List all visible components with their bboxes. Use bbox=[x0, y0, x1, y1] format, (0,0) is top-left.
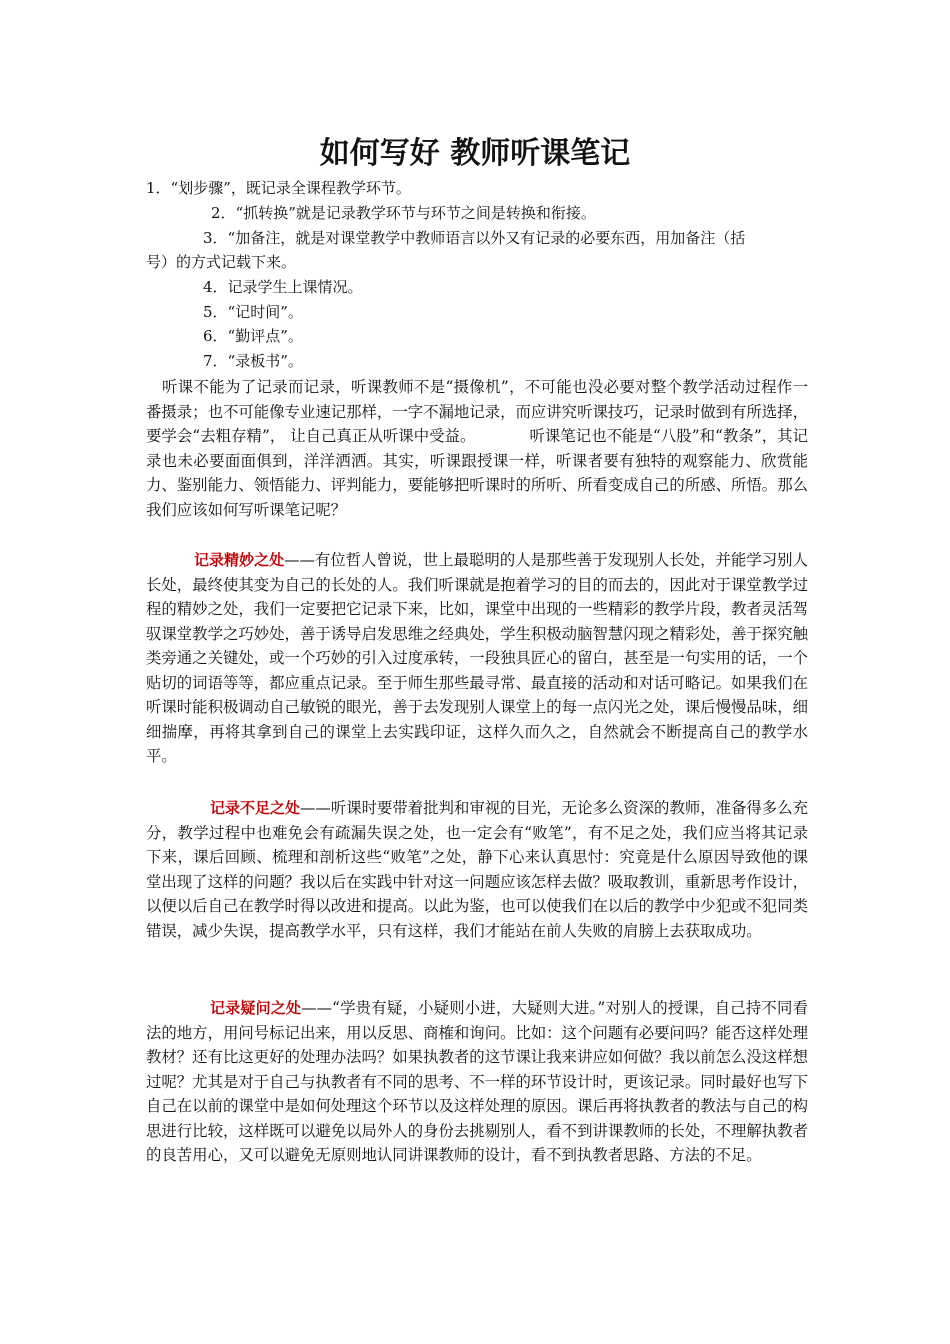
step-4: 4．记录学生上课情况。 bbox=[203, 278, 363, 296]
step-3-cont: 号）的方式记载下来。 bbox=[146, 253, 297, 271]
section-body: ——听课时要带着批判和审视的目光，无论多么资深的教师，准备得多么充分，教学过程中也难免会有疏漏失误之处，也一定会有“败笔”，有不足之处，我们应当将其记录下来，课后回顾、梳理和剖析这些“败笔”之处，静下心来认真思忖：究竟是什么原因导致他的课堂出现了这样的问题？我以后在实践中针对这一问题应该怎样去做？吸取教训，重新思考作设计，以便以后自己在教学时得以改进和提高。以此为鉴，也可以使我们在以后的教学中少犯或不犯同类错误，减少失误，提高教学水平，只有这样，我们才能站在前人失败的肩膀上去获取成功。 bbox=[146, 799, 808, 940]
step-7: 7．“录板书”。 bbox=[203, 352, 303, 370]
step-3: 3．“加备注，就是对课堂教学中教师语言以外又有记录的必要东西，用加备注（括 bbox=[203, 229, 746, 247]
section-heading: 记录不足之处 bbox=[210, 799, 301, 817]
section-questions bbox=[146, 996, 808, 1168]
step-2: 2．“抓转换”就是记录教学环节与环节之间是转换和衔接。 bbox=[211, 204, 596, 222]
step-6: 6．“勤评点”。 bbox=[203, 327, 303, 345]
page-title: 如何写好 教师听课笔记 bbox=[319, 136, 631, 171]
section-heading: 记录精妙之处 bbox=[194, 551, 285, 569]
section-heading: 记录疑问之处 bbox=[210, 999, 302, 1017]
step-5: 5．“记时间”。 bbox=[203, 303, 303, 321]
section-body: ——有位哲人曾说，世上最聪明的人是那些善于发现别人长处，并能学习别人长处，最终使其变为自己的长处的人。我们听课就是抱着学习的目的而去的，因此对于课堂教学过程的精妙之处，我们一定要把它记录下来，比如，课堂中出现的一些精彩的教学片段，教者灵活驾驭课堂教学之巧妙处，善于诱导启发思维之经典处，学生积极动脑智慧闪现之精彩处，善于探究触类旁通之关键处，或一个巧妙的引入过度承转，一段独具匠心的留白，甚至是一句实用的话，一个贴切的词语等等，都应重点记录。至于师生那些最寻常、最直接的活动和对话可略记。如果我们在听课时能积极调动自己敏锐的眼光，善于去发现别人课堂上的每一点闪光之处，课后慢慢品味，细细揣摩，再将其拿到自己的课堂上去实践印证，这样久而久之，自然就会不断提高自己的教学水平。 bbox=[146, 551, 808, 765]
intro-paragraph: 听课不能为了记录而记录，听课教师不是“摄像机”，不可能也没必要对整个教学活动过程作一番摄录；也不可能像专业速记那样，一字不漏地记录，而应讲究听课技巧，记录时做到有所选择，要学会“去粗存精”， 让自己真正从听课中受益。 听课笔记也不能是“八股”和“教条”，其记录也未必要面面俱到，洋洋洒洒。其实，听课跟授课一样，听课者要有独特的观察能力、欣赏能力、鉴别能力、领悟能力、评判能力，要能够把听课时的所听、所看变成自己的所感、所悟。那么我们应该如何写听课笔记呢？ bbox=[146, 378, 808, 519]
step-1: 1．“划步骤”，既记录全课程教学环节。 bbox=[146, 179, 411, 197]
section-highlights bbox=[146, 548, 808, 769]
section-shortcomings bbox=[146, 796, 808, 943]
section-body: ——“学贵有疑，小疑则小进，大疑则大进。”对别人的授课，自己持不同看法的地方，用问号标记出来，用以反思、商榷和询问。比如：这个问题有必要问吗？能否这样处理教材？还有比这更好的处理办法吗？如果执教者的这节课让我来讲应如何做？我以前怎么没这样想过呢？尤其是对于自己与执教者有不同的思考、不一样的环节设计时，更该记录。同时最好也写下自己在以前的课堂中是如何处理这个环节以及这样处理的原因。课后再将执教者的教法与自己的构思进行比较，这样既可以避免以局外人的身份去挑剔别人，看不到讲课教师的长处，不理解执教者的良苦用心，又可以避免无原则地认同讲课教师的设计，看不到执教者思路、方法的不足。 bbox=[146, 999, 808, 1164]
